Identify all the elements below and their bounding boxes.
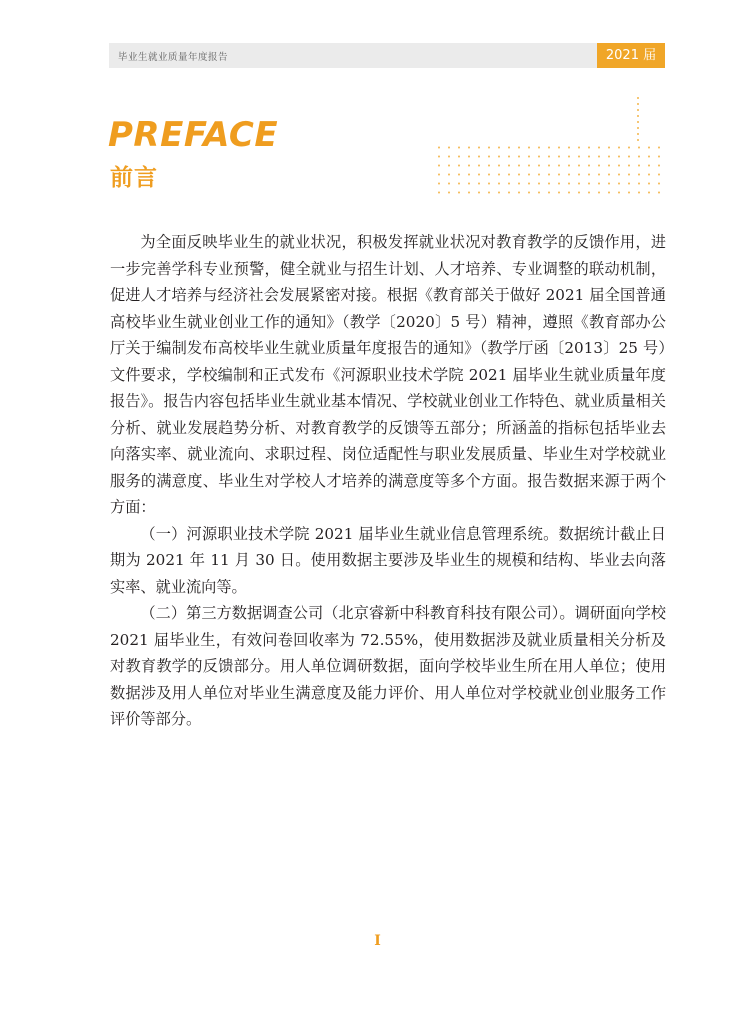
heading-english: PREFACE — [108, 115, 279, 155]
paragraph-source-2: （二）第三方数据调查公司（北京睿新中科教育科技有限公司）。调研面向学校 2021 届毕业生，有效问卷回收率为 72.55%，使用数据涉及就业质量相关分析及对教育教学的反馈部分。用人单位调研数据，面向学校毕业生所在用人单位；使用数据涉及用人单位对毕业生满意度及能力评价、用人单位对学校就业创业服务工作评价等部分。 — [110, 604, 666, 728]
decorative-dot-grid — [434, 143, 666, 199]
paragraph-source-1: （一）河源职业技术学院 2021 届毕业生就业信息管理系统。数据统计截止日期为 2021 年 11 月 30 日。使用数据主要涉及毕业生的规模和结构、毕业去向落实率、就业流向等。 — [110, 524, 666, 596]
year-badge: 2021 届 — [597, 43, 665, 68]
paragraph-intro: 为全面反映毕业生的就业状况，积极发挥就业状况对教育教学的反馈作用，进一步完善学科专业预警，健全就业与招生计划、人才培养、专业调整的联动机制，促进人才培养与经济社会发展紧密对接。根据《教育部关于做好 2021 届全国普通高校毕业生就业创业工作的通知》（教学〔2020〕5 号）精神，遵照《教育部办公厅关于编制发布高校毕业生就业质量年度报告的通知》（教学厅函〔2013〕25 号）文件要求，学校编制和正式发布《河源职业技术学院 2021 届毕业生就业质量年度报告》。报告内容包括毕业生就业基本情况、学校就业创业工作特色、就业质量相关分析、就业发展趋势分析、对教育教学的反馈等五部分；所涵盖的指标包括毕业去向落实率、就业流向、求职过程、岗位适配性与职业发展质量、毕业生对学校就业服务的满意度、毕业生对学校人才培养的满意度等多个方面。报告数据来源于两个方面： — [110, 233, 666, 516]
preface-body — [110, 229, 666, 733]
decorative-dot-column — [633, 95, 643, 143]
running-header — [109, 43, 665, 68]
heading-chinese: 前言 — [110, 165, 158, 191]
report-title: 毕业生就业质量年度报告 — [118, 52, 229, 63]
page-number: I — [374, 933, 381, 949]
